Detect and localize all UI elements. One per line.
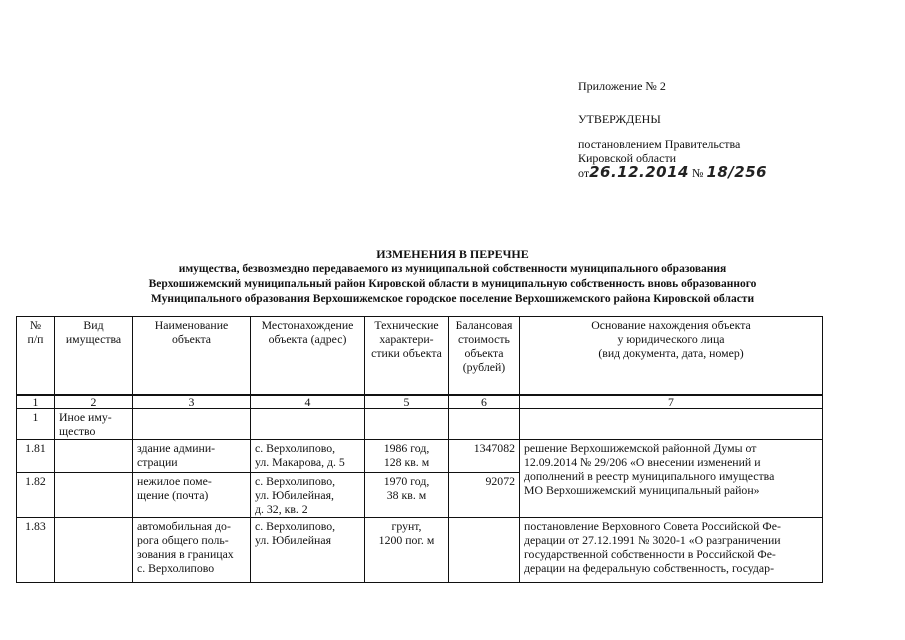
table-row <box>17 409 823 440</box>
object-tech: 1970 год, 38 кв. м <box>365 473 449 518</box>
property-kind: Иное иму- щество <box>55 409 133 440</box>
object-tech: грунт, 1200 пог. м <box>365 518 449 583</box>
property-kind <box>55 440 133 473</box>
handwritten-date: 26.12.2014 <box>589 163 689 181</box>
column-number: 2 <box>55 395 133 409</box>
column-number: 1 <box>17 395 55 409</box>
object-address <box>251 409 365 440</box>
title-line-1: имущества, безвозмездно передаваемого из муниципальной собственности муниципального образования <box>178 263 727 275</box>
property-kind <box>55 473 133 518</box>
header-cell: Балансовая стоимость объекта (рублей) <box>449 317 520 396</box>
appendix-label: Приложение № 2 <box>578 79 666 93</box>
object-tech: 1986 год, 128 кв. м <box>365 440 449 473</box>
object-value: 92072 <box>449 473 520 518</box>
property-kind <box>55 518 133 583</box>
handwritten-number: 18/256 <box>706 163 768 181</box>
object-value <box>449 518 520 583</box>
decree-line-1: постановлением Правительства <box>578 137 741 151</box>
date-prefix: от <box>578 166 590 180</box>
row-number: 1 <box>17 409 55 440</box>
object-name <box>133 409 251 440</box>
header-cell: № п/п <box>17 317 55 396</box>
header-row <box>17 317 823 396</box>
row-number: 1.82 <box>17 473 55 518</box>
object-basis: постановление Верховного Совета Российской Фе- дерации от 27.12.1991 № 3020-1 «О разграничении государственной собственности в Российской Фе- дерации на федеральную собственность, государ- <box>520 518 823 583</box>
object-basis <box>520 409 823 440</box>
title-line-2: Верхошижемский муниципальный район Кировской области в муниципальную собственность вновь образованного <box>148 278 757 290</box>
decree-date-line <box>578 165 838 180</box>
title-line-3: Муниципального образования Верхошижемское городское поселение Верхошижемского района Кировской области <box>150 293 755 305</box>
table-row <box>17 518 823 583</box>
row-number: 1.83 <box>17 518 55 583</box>
object-name: нежилое поме- щение (почта) <box>133 473 251 518</box>
title-main: ИЗМЕНЕНИЯ В ПЕРЕЧНЕ <box>376 247 529 261</box>
object-value <box>449 409 520 440</box>
column-number-row <box>17 395 823 409</box>
object-address: с. Верхолипово, ул. Юбилейная, д. 32, кв. 2 <box>251 473 365 518</box>
object-value: 1347082 <box>449 440 520 473</box>
approved-label: УТВЕРЖДЕНЫ <box>578 112 661 126</box>
header-cell: Технические характери- стики объекта <box>365 317 449 396</box>
object-address: с. Верхолипово, ул. Макарова, д. 5 <box>251 440 365 473</box>
number-prefix: № <box>692 166 704 180</box>
column-number: 4 <box>251 395 365 409</box>
property-table <box>16 316 823 583</box>
row-number: 1.81 <box>17 440 55 473</box>
header-cell: Наименование объекта <box>133 317 251 396</box>
document-title <box>0 247 905 307</box>
column-number: 7 <box>520 395 823 409</box>
header-cell: Вид имущества <box>55 317 133 396</box>
object-tech <box>365 409 449 440</box>
table-row <box>17 440 823 473</box>
header-cell: Местонахождение объекта (адрес) <box>251 317 365 396</box>
header-cell: Основание нахождения объекта у юридического лица (вид документа, дата, номер) <box>520 317 823 396</box>
object-name: автомобильная до- рога общего поль- зования в границах с. Верхолипово <box>133 518 251 583</box>
column-number: 6 <box>449 395 520 409</box>
column-number: 3 <box>133 395 251 409</box>
object-address: с. Верхолипово, ул. Юбилейная <box>251 518 365 583</box>
object-basis: решение Верхошижемской районной Думы от 12.09.2014 № 29/206 «О внесении изменений и дополнений в реестр муниципального имущества МО Верхошижемский муниципальный район» <box>520 440 823 518</box>
decree-line-2: Кировской области <box>578 151 677 165</box>
approval-block <box>578 79 838 180</box>
object-name: здание админи- страции <box>133 440 251 473</box>
column-number: 5 <box>365 395 449 409</box>
